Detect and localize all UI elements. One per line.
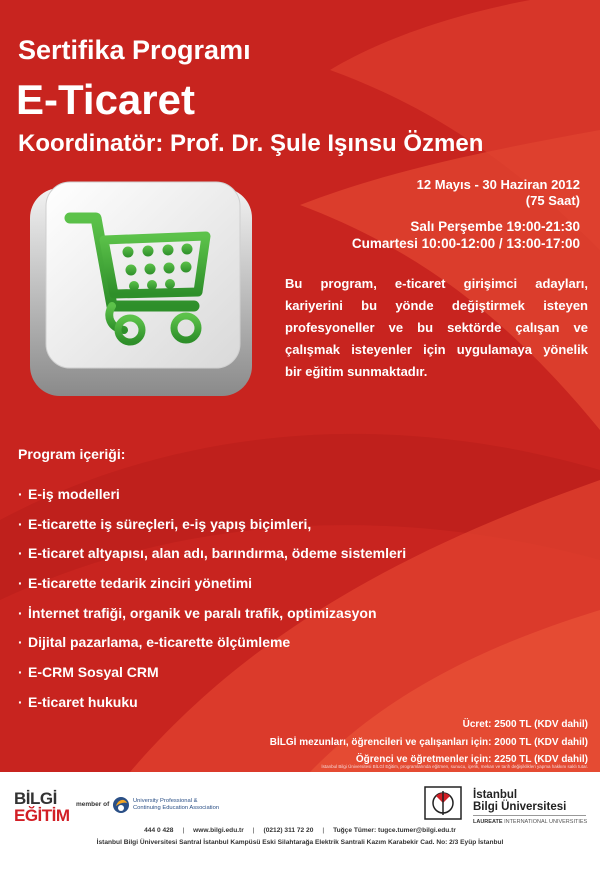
date-range: 12 Mayıs - 30 Haziran 2012 — [416, 177, 580, 192]
member-of-label: member of — [76, 801, 110, 808]
list-item-text: E-CRM Sosyal CRM — [28, 664, 159, 681]
program-content-title: Program içeriği: — [18, 446, 126, 462]
list-item-text: E-ticarette iş süreçleri, e-iş yapış biçimleri, — [28, 515, 312, 532]
university-crest-icon — [424, 786, 462, 820]
schedule-dates — [417, 177, 580, 209]
university-line2: Bilgi Üniversitesi — [473, 801, 567, 813]
list-item — [18, 664, 406, 694]
description-line: bir eğitim sunmaktadır. — [285, 364, 428, 379]
bullet: · — [18, 604, 23, 621]
phone: 444 0 428 — [144, 827, 174, 834]
upcea-name — [133, 798, 219, 812]
list-item — [18, 605, 406, 635]
list-item — [18, 634, 406, 664]
address: İstanbul Bilgi Üniversitesi Santral İstanbul Kampüsü Eski Silahtarağa Elektrik Santrali Kazım Karabekir Cad. No: 2/3 Eyüp İstanbul — [96, 839, 504, 846]
bullet: · — [18, 575, 23, 592]
upcea-logo-icon — [112, 794, 130, 816]
separator: | — [252, 827, 255, 834]
bilgi-egitim-logo — [14, 790, 70, 824]
phone2: (0212) 311 72 20 — [263, 827, 314, 834]
list-item-text: E-ticaret hukuku — [28, 693, 138, 710]
description-line: Bu program, e-ticaret girişimci adayları, — [285, 276, 588, 291]
description-line: kariyerini bu yönde değiştirmek isteyen — [285, 298, 588, 313]
website-link[interactable]: www.bilgi.edu.tr — [193, 827, 244, 834]
bullet: · — [18, 545, 23, 562]
price-standard: Ücret: 2500 TL (KDV dahil) — [462, 719, 588, 730]
list-item — [18, 486, 406, 516]
saturday-times: Cumartesi 10:00-12:00 / 13:00-17:00 — [351, 236, 580, 251]
bullet: · — [18, 486, 23, 502]
bilgi-logo-line1: BİLGİ — [14, 789, 57, 808]
list-item-text: E-ticarette tedarik zinciri yönetimi — [28, 575, 253, 592]
bilgi-logo-line2: EĞİTİM — [14, 806, 70, 825]
list-item-text: İnternet trafiği, organik ve paralı trafik, optimizasyon — [28, 604, 377, 621]
upcea-line1: University Professional & — [133, 798, 198, 804]
shopping-cart-icon — [26, 178, 258, 400]
upcea-line2: Continuing Education Association — [133, 805, 220, 811]
separator: | — [182, 827, 185, 834]
list-item — [18, 575, 406, 605]
laureate-rest: INTERNATIONAL UNIVERSITIES — [502, 819, 588, 825]
list-item-text: E-iş modelleri — [28, 486, 120, 502]
bullet: · — [18, 693, 23, 710]
program-description — [285, 273, 588, 383]
bullet: · — [18, 515, 23, 532]
list-item-text: E-ticaret altyapısı, alan adı, barındırma, ödeme sistemleri — [28, 545, 407, 562]
price-students-teachers: Öğrenci ve öğretmenler için: 2250 TL (KDV dahil) — [355, 754, 588, 765]
program-label: Sertifika Programı — [18, 35, 251, 65]
divider — [473, 815, 586, 816]
university-name — [473, 789, 566, 813]
bullet: · — [18, 664, 23, 681]
page-title: E-Ticaret — [16, 76, 195, 123]
laureate-bold: LAUREATE — [473, 819, 503, 825]
coordinator: Koordinatör: Prof. Dr. Şule Işınsu Özmen — [18, 130, 484, 157]
separator: | — [322, 827, 325, 834]
laureate-tagline — [473, 819, 587, 825]
list-item — [18, 545, 406, 575]
program-content-list — [18, 486, 406, 724]
university-line1: İstanbul — [473, 789, 518, 801]
description-line: profesyoneller ve bu sektörde çalışan ve — [285, 320, 588, 335]
schedule-times — [352, 218, 580, 252]
duration: (75 Saat) — [525, 193, 580, 208]
contact-line — [0, 827, 600, 834]
list-item — [18, 516, 406, 546]
list-item-text: Dijital pazarlama, e-ticarette ölçümleme — [28, 634, 291, 651]
disclaimer: İstanbul Bilgi Üniversitesi BİLGİ Eğitim, programlarında eğitmen, sunucu, içerik, mekan ve tarih değişiklikleri yapma hakkını saklı tutar. — [321, 764, 588, 769]
price-list — [270, 716, 588, 769]
description-line: çalışmak isteyenler için uygulamaya yönelik — [285, 342, 588, 357]
price-alumni: BİLGİ mezunları, öğrencileri ve çalışanları için: 2000 TL (KDV dahil) — [269, 736, 588, 748]
bullet: · — [18, 634, 23, 651]
weekday-times: Salı Perşembe 19:00-21:30 — [410, 219, 580, 234]
footer — [0, 772, 600, 873]
contact-person[interactable]: Tuğçe Tümer: tugce.tumer@bilgi.edu.tr — [333, 827, 456, 834]
